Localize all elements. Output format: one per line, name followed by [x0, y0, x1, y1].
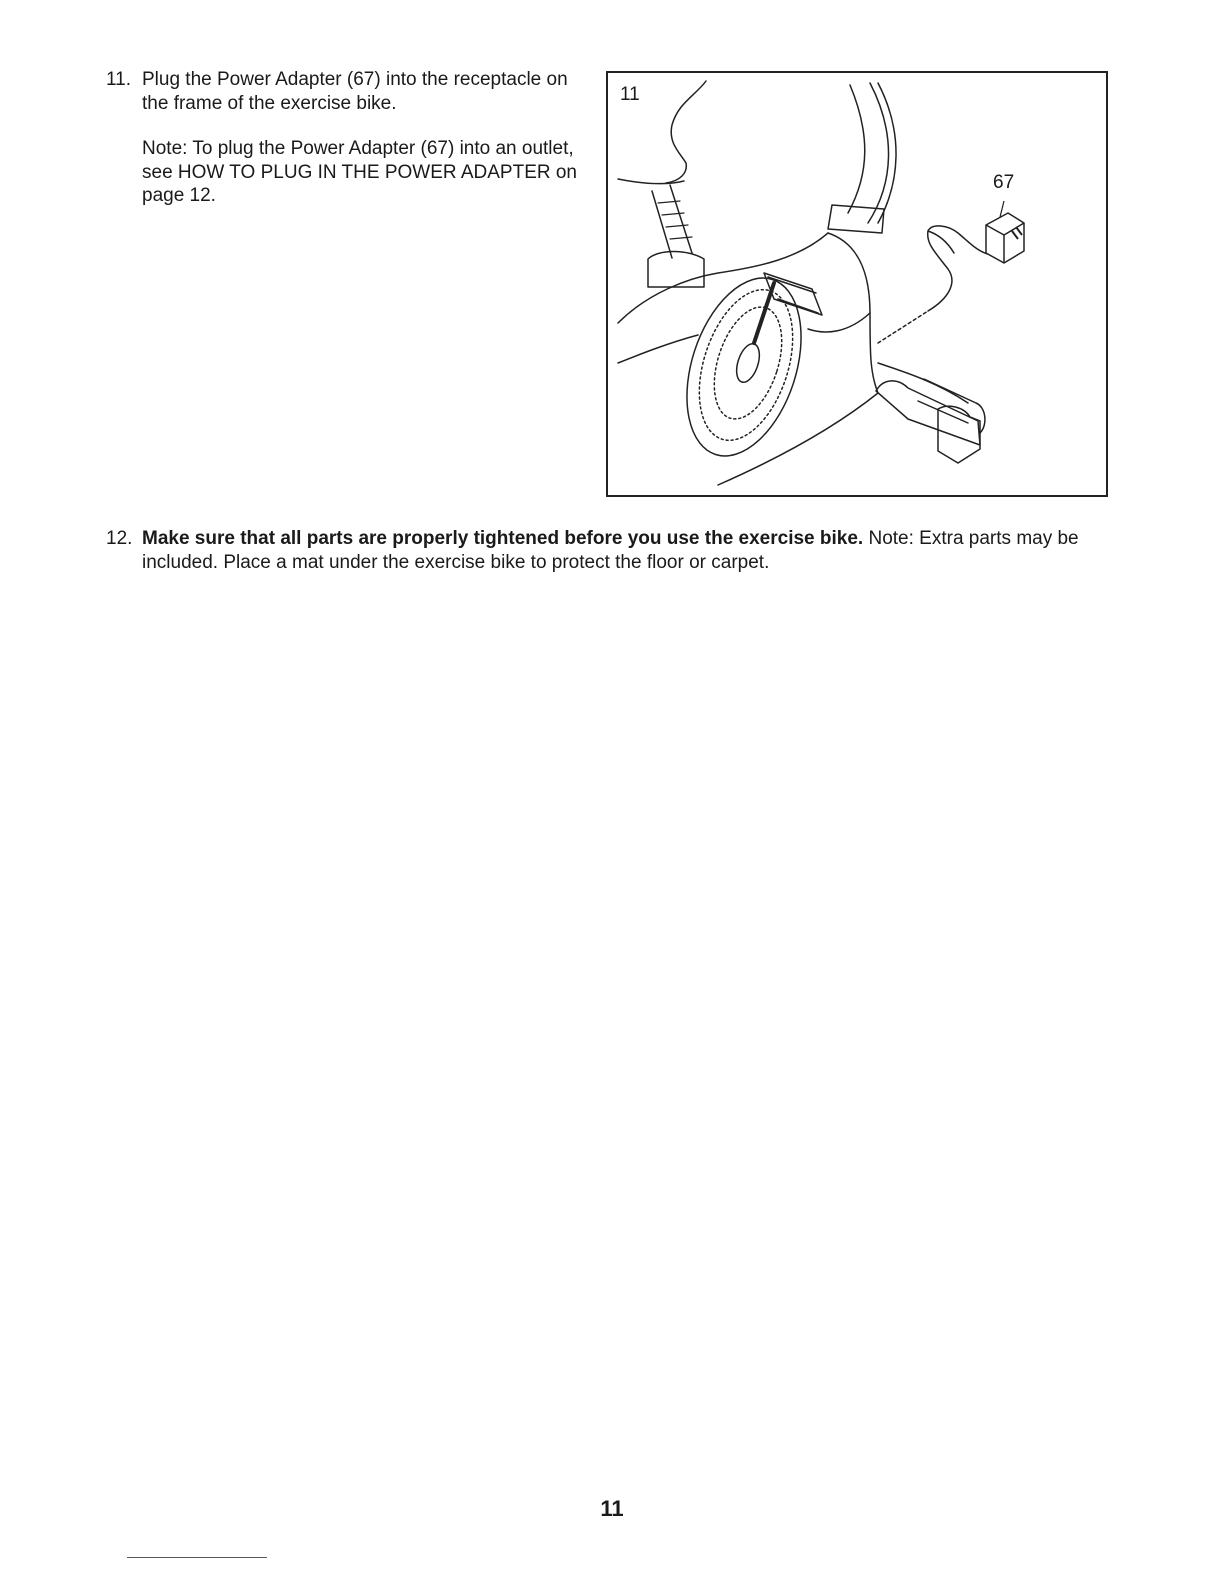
power-adapter-icon	[608, 73, 1106, 495]
step-12-bold-text: Make sure that all parts are properly tightened before you use the exercise bike.	[142, 528, 864, 549]
step-12-number: 12.	[106, 528, 133, 549]
page-number: 11	[600, 1496, 624, 1521]
step-11-body	[142, 68, 582, 208]
step-11	[106, 68, 576, 228]
step-11-note: Note: To plug the Power Adapter (67) into an outlet, see HOW TO PLUG IN THE POWER ADAPTER on page 12.	[142, 138, 577, 206]
figure-step-label: 11	[620, 84, 640, 105]
step-12-body	[142, 527, 1117, 574]
step-11-figure	[606, 71, 1108, 497]
step-12-text: Note: Extra parts may be included. Place a mat under the exercise bike to protect the floor or carpet.	[142, 528, 1079, 573]
step-11-text: Plug the Power Adapter (67) into the receptacle on the frame of the exercise bike.	[142, 69, 568, 114]
figure-part-label-67: 67	[993, 172, 1015, 193]
step-12	[106, 527, 1116, 587]
step-11-number: 11.	[106, 69, 132, 90]
footer-rule	[127, 1557, 267, 1558]
